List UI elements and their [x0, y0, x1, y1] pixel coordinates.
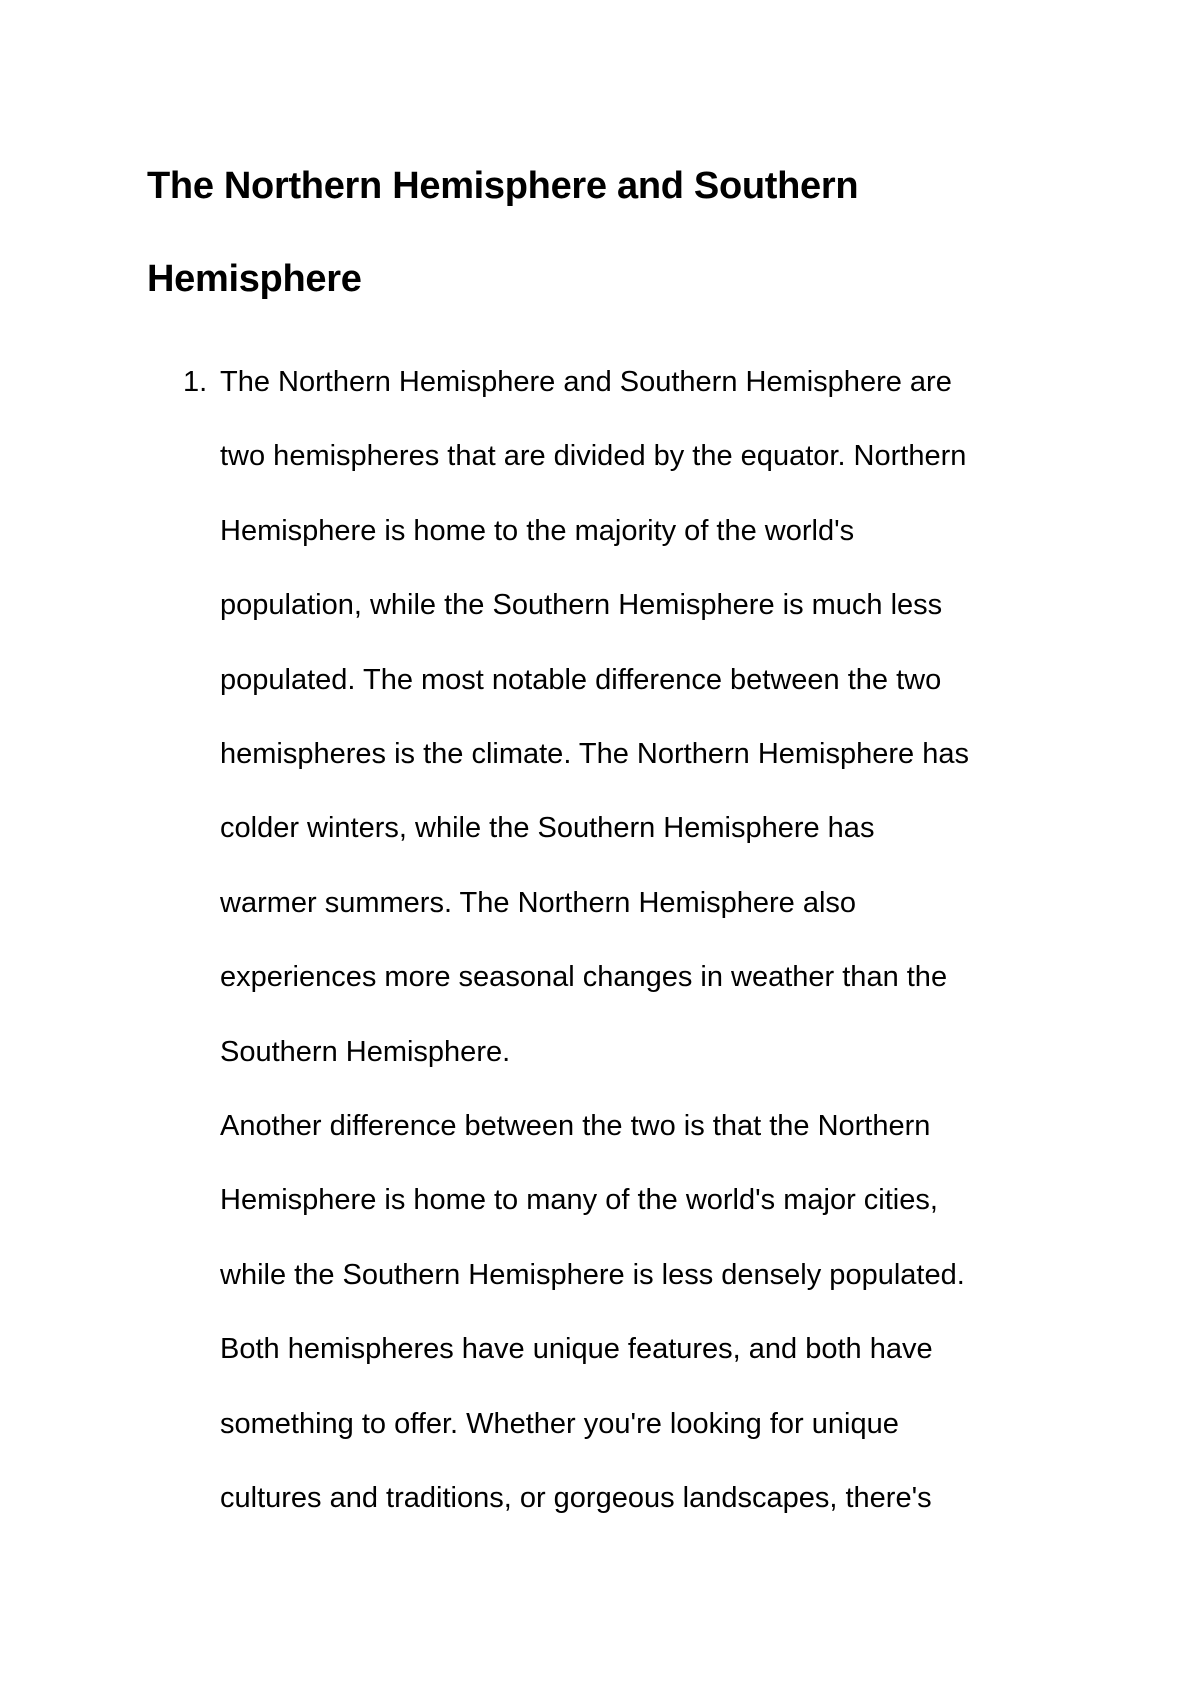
text-line: experiences more seasonal changes in weather than the — [220, 961, 948, 994]
text-line: cultures and traditions, or gorgeous landscapes, there's — [220, 1482, 932, 1515]
text-line: two hemispheres that are divided by the equator. Northern — [220, 440, 967, 473]
list-number: 1. — [183, 366, 208, 398]
text-line: Both hemispheres have unique features, and both have — [220, 1333, 933, 1366]
text-line: while the Southern Hemisphere is less densely populated. — [220, 1258, 965, 1291]
list-item-text — [220, 345, 1120, 1536]
title-line: Hemisphere — [147, 258, 362, 300]
text-line: something to offer. Whether you're looking for unique — [220, 1407, 899, 1440]
text-line: Southern Hemisphere. — [220, 1035, 511, 1068]
document-title — [147, 140, 1067, 326]
text-line: Hemisphere is home to many of the world's major cities, — [220, 1184, 938, 1217]
text-line: Hemisphere is home to the majority of the world's — [220, 514, 855, 547]
text-line: Another difference between the two is that the Northern — [220, 1110, 931, 1143]
text-line: warmer summers. The Northern Hemisphere also — [220, 886, 857, 919]
text-line: population, while the Southern Hemisphere is much less — [220, 589, 943, 622]
title-line: The Northern Hemisphere and Southern — [147, 165, 859, 207]
text-line: populated. The most notable difference between the two — [220, 663, 942, 696]
text-line: The Northern Hemisphere and Southern Hemisphere are — [220, 366, 952, 398]
text-line: colder winters, while the Southern Hemisphere has — [220, 812, 875, 845]
text-line: hemispheres is the climate. The Northern Hemisphere has — [220, 738, 969, 771]
